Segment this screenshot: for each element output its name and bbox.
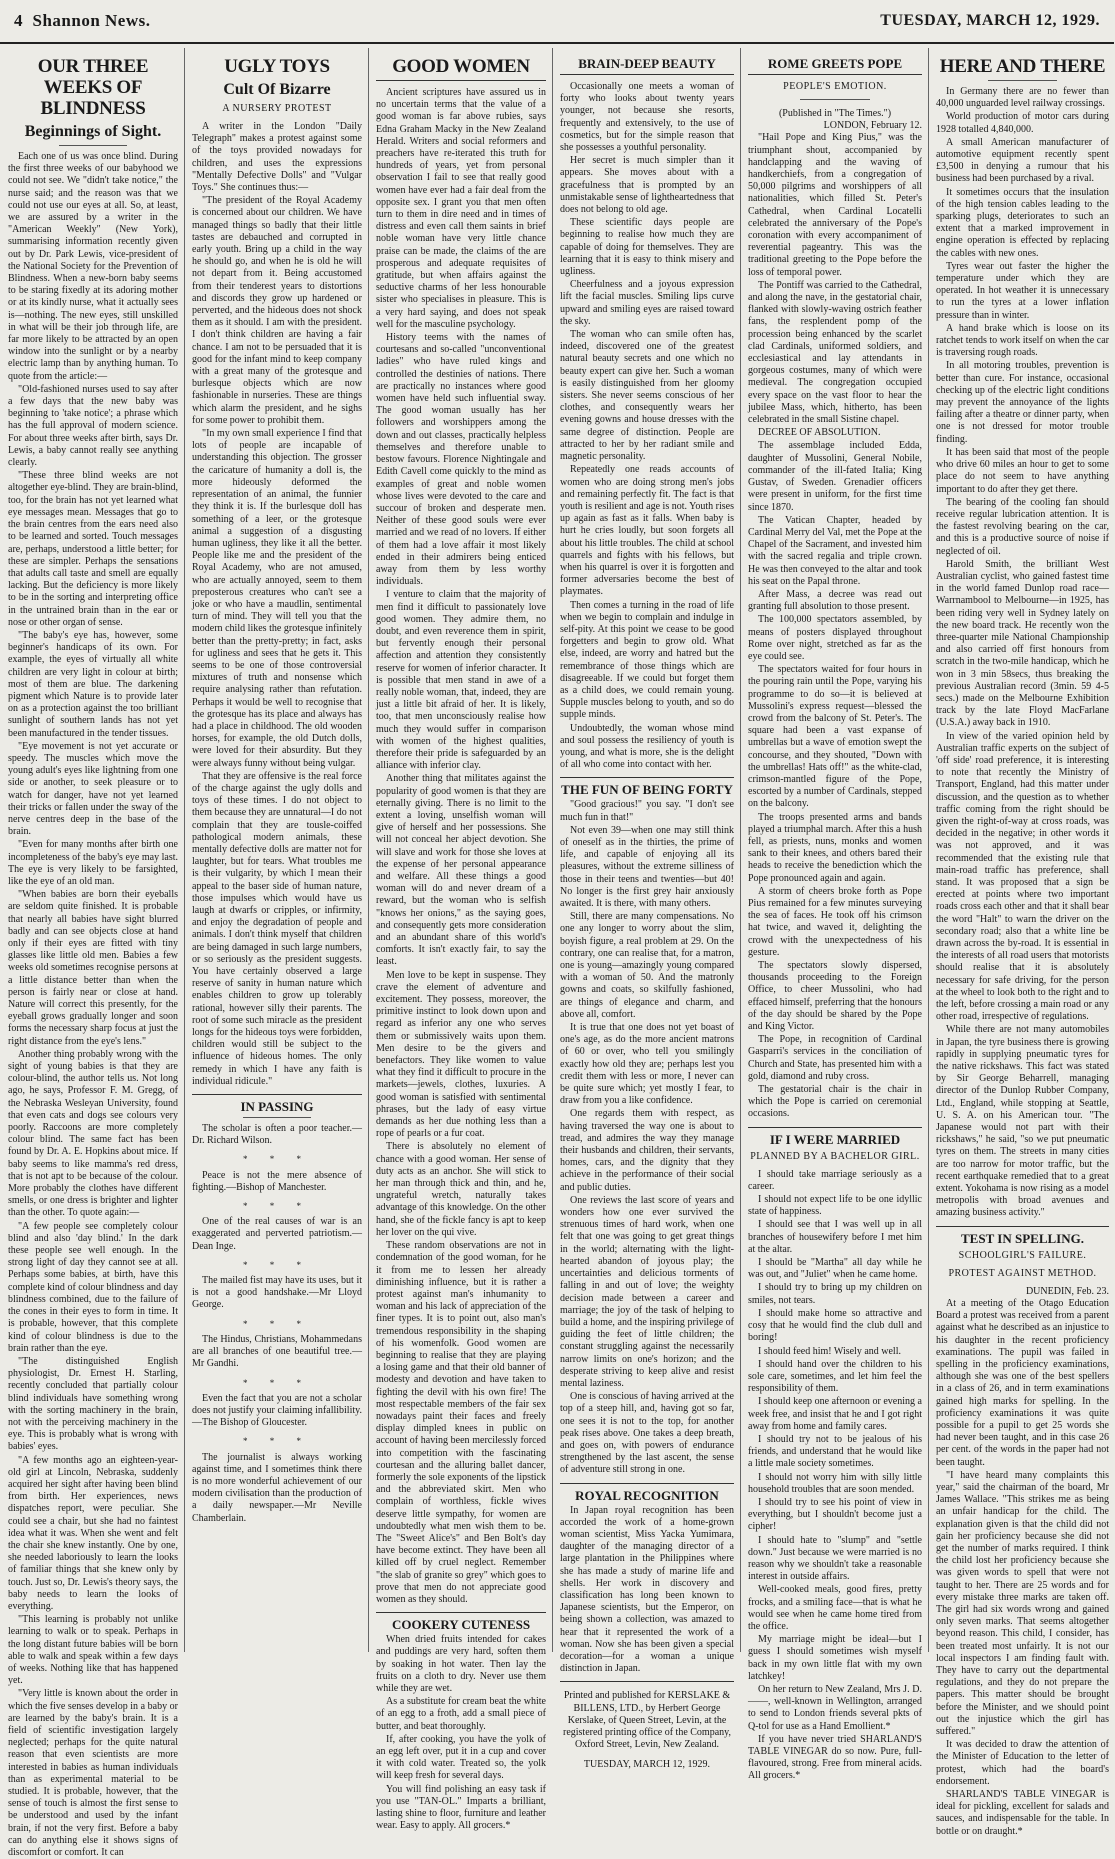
quote-item: Even the fact that you are not a scholar does not justify your claiming infallibility.—The Bishop of Gloucester. bbox=[192, 1392, 362, 1429]
paragraph: Ancient scriptures have assured us in no uncertain terms that the value of a good woman is far above rubies, says Edna Graham Macky in the New Zealand Herald. Writers and social reformers and preachers have re-iterated this truth for hundreds of years, yet from personal observation I fail to see that really good women have ever had a fair deal from the opposite sex. I grant you that men often turn to them in dire need and in times of distress and even call them saints in brief noble woman have very little chance praise can be made, the claims of the are prosperous and adequate requisites of gratitude, but when affairs against the seductive charms of her less honourable sister who specialises in pleasure. This is a very hard saying, and does not speak well for the masculine psychology. bbox=[376, 87, 546, 330]
paragraph: Men love to be kept in suspense. They crave the element of adventure and excitement. They possess, moreover, the primitive instinct to look down upon and regard as inferior any one who serves them or submissively waits upon them. Men desire to be the givers and benefactors. They like women to value what they find it difficult to procure in the markets—jewels, clothes, luxuries. A good woman is satisfied with sentimental phrases, but the lady of easy virtue demands as her due nothing less than a rope of pearls or a fur coat. bbox=[376, 969, 546, 1140]
paragraph: A small American manufacturer of automotive equipment recently spent £3,500 in denying a rumour that his business had been purchased by a rival. bbox=[936, 136, 1109, 185]
paragraph: "In my own small experience I find that lots of people are incapable of understanding this objection. The grosser the caricature of humanity a doll is, the more hideously deformed the representation of an animal, the funnier they think it is. If the burlesque doll has something of a leer, or the grotesque animal a suggestion of a disgusting human ugliness, they like it all the better. People like me and the president of the Royal Academy, who are not amused, who are actually annoyed, seem to them preposterous creatures who can't see a joke or who have a maudlin, sentimental turn of mind. They will tell you that the modern child likes the grotesque infinitely better than the pretty-pretty; in fact, asks for ugliness and sees that he gets it. This seems to be one of those controversial mixtures of truth and nonsense which require analysing rather than refutation. Perhaps it would be well to recognise that the grotesque has its place and always has had a place in childhood. The old wooden horses, for example, the old Dutch dolls, were loved for their absurdity. But they were always funny without being vulgar. bbox=[192, 428, 362, 769]
paragraph: The assemblage included Edda, daughter of Mussolini, General Nobile, commander of the ill-fated Italia; King Gustav, of Sweden. Grenadier officers were present in uniform, for the first time since 1870. bbox=[748, 440, 922, 513]
paragraph: If you have never tried SHARLAND'S TABLE VINEGAR do so now. Pure, full-flavoured, strong. Free from mineral acids. All grocers.* bbox=[748, 1733, 922, 1782]
dateline-source: (Published in "The Times.") bbox=[778, 108, 892, 119]
divider bbox=[243, 1117, 311, 1118]
article-brain-deep-beauty bbox=[554, 48, 741, 1771]
paragraph: "Very little is known about the order in which the five senses develop in a baby or are learned by the baby's brain. It is a field of scientific investigation largely neglected; perhaps for the quite natural reason that even scientists are more interested in babies as human individuals than as experimental material to be studied. It is probable, however, that the sense of touch is almost the first sense to be understood and used by the infant brain, if not the very first. Before a baby can do anything else it shows signs of discomfort or comfort. It can bbox=[8, 1688, 178, 1859]
section-divider bbox=[376, 1612, 546, 1613]
article-body bbox=[748, 132, 922, 1120]
article-body bbox=[8, 151, 178, 1859]
paragraph: "Good gracious!" you say. "I don't see much fun in that!" bbox=[560, 799, 734, 823]
royal-body bbox=[560, 1505, 734, 1676]
paragraph: Harold Smith, the brilliant West Australian cyclist, who gained fastest time in the world famed Dunlop road race—Warrnambool to Melbourne—in 1925, has been riding very well in Sydney lately on the new board track. He recently won the three-quarter mile National Championship and also carried off first honours from scratch in the two-mile handicap, which he won in 3 min 58secs, thus breaking the previous Australian record (3min. 59 4-5 secs.) made on the Melbourne Exhibition track by the late Floyd MacFarlane (U.S.A.) away back in 1910. bbox=[936, 558, 1109, 729]
masthead bbox=[0, 0, 1114, 44]
paragraph: "These three blind weeks are not altogether eye-blind. They are brain-blind, too, for the brain has not yet learned what eye messages mean. Messages that go to the brain centres from the ears need also to be learned and sorted. Touch messages are, perhaps, understood a little better; for these are simpler. Perhaps the sensations that adults call taste and smell are equally lacking. But the deficiency is more likely to be in the sorting and interpreting office in the untrained brain than in the ear or nose or other organ of sense. bbox=[8, 470, 178, 628]
quote-item: Peace is not the mere absence of fighting.—Bishop of Manchester. bbox=[192, 1169, 362, 1193]
paragraph: The 100,000 spectators assembled, by means of posters displayed throughout Rome over night, stretched as far as the eye could see. bbox=[748, 614, 922, 662]
paragraph: I should hate to "slump" and "settle down." Just because we were married is no reason why we shouldn't take a reasonable interest in outside affairs. bbox=[748, 1534, 922, 1583]
section-divider bbox=[748, 1127, 922, 1128]
page-number-and-title bbox=[14, 11, 151, 31]
section-subheadline: SCHOOLGIRL'S FAILURE. bbox=[958, 1249, 1087, 1261]
paragraph: I should keep one afternoon or evening a week free, and insist that he and I got right away from home and family cares. bbox=[748, 1396, 922, 1432]
paragraph: Undoubtedly, the woman whose mind and soul possess the resiliency of youth is young, and what is more, she is the delight of all who come into contact with her. bbox=[560, 722, 734, 771]
paragraph: It is true that one does not yet boast of one's age, as do the more ancient matrons of 60 or over, who tell you smilingly exactly how old they are; perhaps lest you credit them with less or more, I never can be quite sure which; yet mostly I fear, to draw from you a like confidence. bbox=[560, 1022, 734, 1107]
headline: ROME GREETS POPE bbox=[748, 56, 922, 75]
star-separator: * * * bbox=[243, 1436, 311, 1447]
star-separator: * * * bbox=[243, 1318, 311, 1329]
paragraph: The Pontiff was carried to the Cathedral, and along the nave, in the gestatorial chair, flanked with slowly-waving ostrich feather fans, the resplendent pomp of the procession being enhanced by the scarlet clad Cardinals, uniformed soldiers, and ecclesiastical and lay attendants in gorgeous costumes, many of which were medieval. The congregation occupied every space on the vast floor to hear the jubilee Mass, which, hitherto, has been celebrated in the small Sistine chapel. bbox=[748, 279, 922, 426]
paragraph: I venture to claim that the majority of men find it difficult to passionately love good women. They admire them, no doubt, and even reverence them in spirit, but fervently enough their personal affection and attention they consistently reserve for women of inferior character. It is possible that men stand in awe of a really noble woman, that, indeed, they are just a little bit afraid of her. It is likely, too, that men unconsciously realise how much they would suffer in comparison with women of the highest qualities, therefore their pride is safeguarded by an alliance with inferior clay. bbox=[376, 589, 546, 772]
section-headline-if-i-were-married: IF I WERE MARRIED bbox=[769, 1131, 901, 1147]
paragraph: Repeatedly one reads accounts of women who are doing strong men's jobs and remaining perfectly fit. The fact is that youth is resilient and age is not. Youth rises up again as fast as it falls. When baby is hurt he cries loudly, but soon forgets all about his little troubles. The child at school quarrels and fights with his fellows, but when his quarrel is over it is forgotten and former adversaries become the best of playmates. bbox=[560, 464, 734, 598]
quote-item: The scholar is often a poor teacher.—Dr. Richard Wilson. bbox=[192, 1123, 362, 1147]
subheadline: PEOPLE'S EMOTION. bbox=[783, 81, 887, 92]
paragraph: DECREE OF ABSOLUTION. bbox=[758, 427, 881, 439]
paragraph: These random observations are not in condemnation of the good woman, for he it from me to lessen her already diminishing influence, but it is rather a protest against man's inhumanity to woman and his lack of appreciation of the finer types. It is to point out, also man's tremendous responsibility in the shaping of his womenfolk. Good women are beginning to realise that they are playing a losing game and that their old banner of modesty and devotion and have taken to fighting the devil with his own fire! The most respectable members of the fair sex nowadays paint their faces and freely display dimpled knees in public on account of having been mercilessly forced into competition with the fascinating courtesan and the alluring ballet dancer, formerly the sole exponents of the lipstick and the abbreviated skirt. Men who complain of worthless, fickle wives deserve little sympathy, for women are undoubtedly what men wish them to be. The "Sweet Alice's" and Ben Bolt's day have become extinct. They have been all killed off by cruel neglect. Remember "the slab of granite so grey" which goes to prove that men do not appreciate good women as they should. bbox=[376, 1240, 546, 1605]
paragraph: I should feed him! Wisely and well. bbox=[758, 1345, 901, 1357]
kicker: A NURSERY PROTEST bbox=[222, 103, 332, 114]
paragraph: I should not worry him with silly little household troubles that are soon mended. bbox=[748, 1471, 922, 1495]
paragraph: It has been said that most of the people who drive 60 miles an hour to get to some place do not seem to have anything important to do after they get there. bbox=[936, 446, 1109, 495]
married-body bbox=[748, 1169, 922, 1783]
paragraph: Well-cooked meals, good fires, pretty frocks, and a smiling face—that is what he would see when he came home tired from the office. bbox=[748, 1584, 922, 1632]
article-blindness bbox=[2, 48, 185, 1859]
paragraph: On her return to New Zealand, Mrs J. D. ——, well-known in Wellington, arranged to send to London friends several pkts of Q-tol for use as a Hand Emollient.* bbox=[748, 1683, 922, 1732]
paragraph: One regards them with respect, as having traversed the way one is about to tread, and admires the way they manage their husbands and children, their servants, homes, cars, and the dignity that they achieve in the performance of their social and public duties. bbox=[560, 1108, 734, 1193]
paragraph: My marriage might be ideal—but I guess I should sometimes wish myself back in my own little flat with my own latchkey! bbox=[748, 1634, 922, 1682]
paragraph: In Germany there are no fewer than 40,000 unguarded level railway crossings. bbox=[936, 86, 1109, 110]
paragraph: The troops presented arms and bands played a triumphal march. After this a hush fell, as priests, nuns, monks and women sank to their knees, and others bared their heads to receive the benediction which the Pope pronounced again and again. bbox=[748, 811, 922, 884]
paragraph: You will find polishing an easy task if you use "TAN-OL." Imparts a brilliant, lasting shine to floor, furniture and leather wear. Easy to apply. All grocers.* bbox=[376, 1783, 546, 1832]
paragraph: Her secret is much simpler than it appears. She moves about with a gracefulness that is prompted by an unmistakable sense of lightheartedness that does not belong to old age. bbox=[560, 155, 734, 216]
paragraph: There is absolutely no element of chance with a good woman. Her sense of duty acts as an anchor. She will stick to her man through thick and thin, and he, ungrateful wretch, naturally takes advantage of this knowledge. On the other hand, she of the fickle fancy is apt to keep her lover on the qui vive. bbox=[376, 1141, 546, 1238]
paragraph: "The distinguished English physiologist, Dr. Ernest H. Starling, recently concluded that partially colour blind individuals have something wrong with the sorting machinery in the brain, not with the perceiving machinery in the eye. This is probably what is wrong with babies' eyes. bbox=[8, 1355, 178, 1453]
star-separator: * * * bbox=[243, 1259, 311, 1270]
paragraph: Another thing probably wrong with the sight of young babies is that they are colour-blind, the author tells us. Not long ago, he says, Professor F. M. Gregg, of the Nebraska Wesleyan University, found that even cats and dogs see colours very poorly. Raccoons are more completely colour blind. The same fact has been found by Dr. A. E. Hopkins about mice. If baby seems to like mamma's red dress, that is not apt to be because of the colour. More probably the clothes have different smells, or one dress is brighter and lighter than the other. To quote again:— bbox=[8, 1048, 178, 1219]
article-body bbox=[192, 121, 362, 1088]
paragraph: I should try not to be jealous of his friends, and understand that he would like a little male society sometimes. bbox=[748, 1433, 922, 1470]
paragraph: The spectators waited for four hours in the pouring rain until the Pope, varying his programme to do so—it is believed at Mussolini's express request—blessed the crowd from the balcony of St. Peter's. The square had been a vast expanse of umbrellas but a wave of emotion swept the concourse, and they shouted, "Down with the umbrellas! Hats off!" as the white-clad, crimson-mantled figure of the Pope, escorted by a number of Cardinals, stepped on the balcony. bbox=[748, 664, 922, 810]
page-number: 4 bbox=[14, 11, 23, 30]
quote-item: The mailed fist may have its uses, but it is not a good handshake.—Mr Lloyd George. bbox=[192, 1275, 362, 1311]
quotes-list bbox=[192, 1123, 362, 1525]
paragraph: Not even 39—when one may still think of oneself as in the thirties, the prime of life, and capable of enjoying all its pleasures, without the extreme silliness of those in their teens and twenties—but 40! No longer is the first grey hair anxiously awaited. It is there, with many others. bbox=[560, 824, 734, 909]
paragraph: Still, there are many compensations. No one any longer to worry about the slim, boyish figure, a real problem at 29. On the contrary, one can realise that, for a matron, one is young—amazingly young compared with a woman of 50. And the matronly gowns and coats, so skilfully fashioned, are things of elegance and charm, and above all, comfort. bbox=[560, 911, 734, 1020]
paragraph: The Pope, in recognition of Cardinal Gasparri's services in the conciliation of Church and State, has presented him with a gold, diamond and ruby cross. bbox=[748, 1034, 922, 1082]
quote-item: One of the real causes of war is an exaggerated and perverted patriotism.—Dean Inge. bbox=[192, 1216, 362, 1252]
paragraph: After Mass, a decree was read out granting full absolution to those present. bbox=[748, 588, 922, 613]
paragraph: It was decided to draw the attention of the Minister of Education to the letter of protest, which had the board's endorsement. bbox=[936, 1739, 1109, 1787]
paragraph: I should hand over the children to his sole care, sometimes, and let him feel the responsibility of them. bbox=[748, 1358, 922, 1395]
section-headline-cookery: COOKERY CUTENESS bbox=[391, 1617, 531, 1633]
paragraph: Each one of us was once blind. During the first three weeks of our babyhood we could not see. We "didn't take notice," the nurse said; and the reason was that we could not use our eyes at all. So, at least, we are assured by a writer in the "American Weekly" (New York), summarising information recently given out by Dr. Park Lewis, vice-president of the National Society for the Prevention of Blindness. When a new-born baby seems to be staring fixedly at its adoring mother or at its kindly nurse, what it actually sees is—nothing. The new eyes, still unskilled in what will be their job through life, are far more likely to be attracted by an open window into the sunlight or by a nearby electric lamp than by anything human. To quote from the article:— bbox=[8, 151, 178, 382]
paragraph: I should be "Martha" all day while he was out, and "Juliet" when he came home. bbox=[748, 1257, 922, 1281]
paragraph: I should not expect life to be one idyllic state of happiness. bbox=[748, 1194, 922, 1218]
star-separator: * * * bbox=[243, 1154, 311, 1165]
paragraph: One reviews the last score of years and wonders how one ever survived the strenuous times of hard work, when one felt that one was going to get great things in the world; alternating with the light-hearted abandon of joyous play; the uncertainties and delicious torments of falling in and out of love; the weighty decision made between a career and marriage; the joy of the task of helping to build a home, and the inspiring privilege of guiding the feet of little children; the constant struggling against the necessarily narrow limits on one's horizon; and the desperate striving to keep alive and resist mental laziness. bbox=[560, 1194, 734, 1389]
headline: HERE AND THERE bbox=[939, 56, 1106, 77]
paragraph: Cheerfulness and a joyous expression lift the facial muscles. Smiling lips curve upward and smiling eyes are raised toward the sky. bbox=[560, 279, 734, 327]
paragraph: I should try to see his point of view in everything, but I shouldn't become just a cipher! bbox=[748, 1496, 922, 1533]
paragraph: "This learning is probably not unlike learning to walk or to speak. Perhaps in the long distant future babies will be born able to walk and speak within a few days of weeks. Nothing like that has happened yet. bbox=[8, 1614, 178, 1687]
paragraph: I should make home so attractive and cosy that he would find the club dull and boring! bbox=[748, 1307, 922, 1344]
section-divider bbox=[560, 1483, 734, 1484]
paragraph: I should take marriage seriously as a career. bbox=[748, 1168, 922, 1192]
issue-date: TUESDAY, MARCH 12, 1929. bbox=[880, 12, 1100, 29]
quote-item: The journalist is always working against time, and I sometimes think there is no more wonderful achievement of our modern civilisation than the production of a daily newspaper.—Mr Neville Chamberlain. bbox=[192, 1451, 362, 1524]
paragraph: World production of motor cars during 1928 totalled 4,840,000. bbox=[936, 111, 1109, 135]
section-headline-fun-of-forty: THE FUN OF BEING FORTY bbox=[561, 782, 733, 798]
paragraph: If, after cooking, you have the yolk of an egg left over, put it in a cup and cover it with cold water. Treated so, the yolk will keep fresh for several days. bbox=[376, 1733, 546, 1782]
paragraph: "The baby's eye has, however, some beginner's handicaps of its own. For example, the eyes of virtually all white children are very light in colour at birth; most of them are blue. The darkening pigment which Nature is to provide later on as a protection against the too brilliant sunlight of southern lands has not yet been manufactured in the tender tissues. bbox=[8, 629, 178, 739]
section-divider bbox=[560, 777, 734, 778]
paragraph: Then comes a turning in the road of life when we begin to complain and indulge in self-pity. At this point we cease to be good forgetters and begin to grow old. What else, indeed, are worry and hatred but the remembrance of those things which are disagreeable. If we could but forget them as a child does, we could remain young. Supple muscles belong to youth, and so do supple minds. bbox=[560, 599, 734, 721]
paragraph: That they are offensive is the real force of the charge against the ugly dolls and toys of these times. I do not object to them because they are unnatural—I do not complain that they are tousle-coiffed pathological modern animals, these mentally defective dolls are matter not for laughter, but for tears. What troubles me is their vulgarity, by which I mean their appeal to the baser side of human nature, those impulses which would have us laugh at dwarfs or cripples, or infirmity, and enjoy the degradation of people and animals. I don't think myself that children are being damaged in such large numbers, or so seriously as the president suggests. You have certainly observed a large reserve of sanity in human nature which enables children to grow up tolerably rational, however silly their parents. The root of some such miracle as the president longs for the hideous toys were forbidden, children would still be subject to the influence of hideous homes. The only remedy in which I have any faith is individual ridicule." bbox=[192, 770, 362, 1087]
paragraph: The woman who can smile often has, indeed, discovered one of the greatest natural beauty secrets and one which no beauty expert can give her. Such a woman is easily distinguished from her gloomy sisters. She never seems conscious of her clothes, and consequently wears her evening gowns and house dresses with the same degree of distinction. People are attracted to her by her radiant smile and magnetic personality. bbox=[560, 329, 734, 463]
headline: BRAIN-DEEP BEAUTY bbox=[560, 56, 734, 75]
section-headline-royal-recognition: ROYAL RECOGNITION bbox=[575, 1487, 719, 1503]
paragraph: The gestatorial chair is the chair in which the Pope is carried on ceremonial occasions. bbox=[748, 1084, 922, 1120]
paragraph: One is conscious of having arrived at the top of a steep hill, and, having got so far, one sees it is not to the top, for another peak rises above. One takes a deep breath, and goes on, with powers of endurance strengthened by the last ascent, the sense of adventure still strong in one. bbox=[560, 1391, 734, 1476]
article-here-and-there bbox=[930, 48, 1115, 1837]
paragraph: "Old-fashioned nurses used to say after a few days that the new baby was beginning to 'take notice'; a phrase which has the full approval of modern science. For about three weeks after birth, says Dr. Lewis, a baby cannot really see anything clearly. bbox=[8, 383, 178, 469]
paper-name: Shannon News. bbox=[32, 11, 151, 30]
paragraph: The bearing of the cooling fan should receive regular lubrication attention. It is the fastest revolving bearing on the car, and this is a productive source of noise if neglected of oil. bbox=[936, 496, 1109, 557]
paragraph: These scientific days people are beginning to realise how much they are capable of doing for themselves. They are learning that it is easy to think misery and ugliness. bbox=[560, 217, 734, 278]
quote-item: The Hindus, Christians, Mohammedans are all branches of one beautiful tree.—Mr Gandhi. bbox=[192, 1333, 362, 1370]
paragraph: The Vatican Chapter, headed by Cardinal Merry del Val, met the Pope at the Chapel of the Sacrament, and invested him with the sacred regalia and triple crown. He was then conveyed to the altar and took his seat on the Papal throne. bbox=[748, 514, 922, 587]
paragraph: SHARLAND'S TABLE VINEGAR is ideal for pickling, excellent for salads and sauces, and indispensable for the table. In bottle or on draught.* bbox=[936, 1789, 1109, 1837]
imprint-date: TUESDAY, MARCH 12, 1929. bbox=[583, 1759, 711, 1771]
paragraph: In Japan royal recognition has been accorded the work of a home-grown woman scientist, Miss Yacka Yumimara, daughter of the managing director of a large plantation in the Philippines where she has made a study of marine life and shells. Her work in discovery and classification has long been known to Japanese scientists, but the Emperor, on being shown a collection, was amazed to hear that it represented the work of a woman. Now she has been given a special decoration—for a woman a unique distinction in Japan. bbox=[560, 1504, 734, 1675]
paragraph: Tyres wear out faster the higher the temperature under which they are operated. In hot weather it is unnecessary to run the tyres at a lower inflation pressure than in winter. bbox=[936, 260, 1109, 321]
paragraph: In all motoring troubles, prevention is better than cure. For instance, occasional checking up of the electric light conditions may prevent the annoyance of the lights failing after a theatre or dinner party, when one is not dressed for motor trouble finding. bbox=[936, 360, 1109, 445]
article-body bbox=[376, 87, 546, 1606]
paragraph: "Even for many months after birth one incompleteness of the baby's eye may last. The eye is very likely to be farsighted, like the eye of an old man. bbox=[8, 839, 178, 887]
publisher-imprint: Printed and published for KERSLAKE & BILLENS, LTD., by Herbert George Kerslake, of Queen Street, Levin, at the registered printing office of the Company, Oxford Street, Levin, New Zealand. bbox=[562, 1690, 731, 1751]
dateline: DUNEDIN, Feb. 23. bbox=[1025, 1285, 1109, 1297]
newspaper-columns bbox=[0, 48, 1114, 1859]
paragraph: It sometimes occurs that the insulation of the high tension cables leading to the sparking plugs, deteriorates to such an extent that a marked improvement in engine operation is effected by replacing the cables with new ones. bbox=[936, 186, 1109, 259]
spelling-body bbox=[936, 1298, 1109, 1838]
subheadline: Beginnings of Sight. bbox=[24, 123, 162, 140]
paragraph: "I have heard many complaints this year," said the chairman of the board, Mr James Wallace. "This strikes me as being an unfair handicap for the child. The explanation given is that the child did not gain her proficiency because she did not get the number of marks required. I think the child lost her proficiency because she was given words to spell that were not taught to her. There are 25 words and for every mistake three marks are taken off. The girl had six words wrong and gained only seven marks. That seems altogether beyond reason. This child, I consider, has been treated most unfairly. It is not our local inspectors I am finding fault with. They have to carry out the departmental regulations, and they do not prepare the papers. This matter should be brought before the Minister, and we should point out the injustice which the girl has suffered." bbox=[936, 1469, 1109, 1737]
article-body bbox=[936, 86, 1109, 1220]
article-ugly-toys bbox=[186, 48, 369, 1652]
section-divider bbox=[560, 1681, 734, 1682]
headline: UGLY TOYS bbox=[224, 56, 330, 77]
paragraph: A storm of cheers broke forth as Pope Pius remained for a few minutes surveying the sea of faces. He took off his crimson hat twice, and waved it, delighting the crowd with the unexpectedness of his gesture. bbox=[748, 885, 922, 958]
paragraph: At a meeting of the Otago Education Board a protest was received from a parent against what he described as an injustice to his daughter in the recent proficiency examinations. The pupil was failed in spelling in the proficiency examinations, although she was one of the best spellers in a class of 26, and in term examinations gained high marks for spelling. In the proficiency examinations it was quite possible for a pupil to get 25 words she had never been taught, and in this case 26 per cent. of the words in the paper had not been taught. bbox=[936, 1297, 1109, 1468]
paragraph: "Eye movement is not yet accurate or speedy. The muscles which move the young adult's eyes like lightning from one side or another, to seek pleasure or to watch for danger, have not yet learned their tricks or fallen under the sway of the nerve centres deep in the base of the brain. bbox=[8, 740, 178, 838]
paragraph: The spectators slowly dispersed, thousands proceeding to the Foreign Office, to cheer Mussolini, who had effaced himself, preferring that the honours of the day should be shared by the Pope and King Victor. bbox=[748, 960, 922, 1033]
headline: OUR THREE WEEKS OF BLINDNESS bbox=[37, 56, 149, 119]
paragraph: Another thing that militates against the popularity of good women is that they are eternally giving. There is no limit to the extent a loving, unselfish woman will give of herself and her possessions. She will not conceal her abject devotion. She will slave and work for those she loves at the expense of her personal appearance and welfare. All these things a good woman will do and never dream of a reward, but the woman who is selfish "knows her onions," as the saying goes, and consequently gets more consideration and an abundant share of this world's comforts. It isn't exactly fair, to say the least. bbox=[376, 773, 546, 968]
paragraph: I should try to bring up my children on smiles, not tears. bbox=[748, 1282, 922, 1306]
paragraph: "Hail Pope and King Pius," was the triumphant shout, accompanied by handclapping and the waving of handkerchiefs, from a congregation of 50,000 pilgrims and worshippers of all nationalities, which filled St. Peter's Cathedral, when Cardinal Locatelli celebrated the anniversary of the Pope's coronation with every accompaniment of reverential pageantry. This was the traditional greeting to the Pope before the loss of temporal power. bbox=[748, 132, 922, 278]
paragraph: "A few people see completely colour blind and also 'day blind.' In the dark these people see well enough. In the strong light of day they cannot see at all. Perhaps some babies, at birth, have this complete kind of colour blindness and day blindness combined, due to the failure of the cones in their eyes to form in time. It is probable, however, that this complete kind of colour blindness is due to the brain rather than the eye. bbox=[8, 1220, 178, 1354]
section-headline-in-passing: IN PASSING bbox=[240, 1099, 314, 1115]
section-divider bbox=[192, 1094, 362, 1095]
paragraph: "The president of the Royal Academy is concerned about our children. We have managed things so badly that their little tastes are debauched and corrupted in early youth. Bring up a child in the way he should go, and when he is old he will not depart from it. Being accustomed from their tenderest years to distortions and discords they grow up hardened or perverted, and the hideous does not shock them as it should. I am with the president. I don't think children are having a fair chance. I am not to be persuaded that it is good for the infant mind to keep company with a great many of the grotesque and burlesque objects which are now fashionable in nurseries. These are things which alarm the president, and he sighs for some power to prohibit them. bbox=[192, 195, 362, 426]
section-subheadline: PLANNED BY A BACHELOR GIRL. bbox=[750, 1150, 920, 1162]
paragraph: A writer in the London "Daily Telegraph" makes a protest against some of the toys provided nowadays for children, and uses the expressions "Mentally Defective Dolls" and "Vulgar Toys." She continues thus:— bbox=[192, 121, 362, 194]
forty-body bbox=[560, 799, 734, 1476]
dateline: LONDON, February 12. bbox=[823, 120, 922, 132]
divider bbox=[988, 80, 1057, 81]
paragraph: A hand brake which is loose on its ratchet tends to work itself on when the car is traversing rough roads. bbox=[936, 322, 1109, 359]
subheadline: Cult Of Bizarre bbox=[223, 81, 331, 98]
paragraph: When dried fruits intended for cakes and puddings are very hard, soften them by soaking in hot water. Then lay the fruits on a cloth to dry. Never use them while they are wet. bbox=[376, 1634, 546, 1694]
divider bbox=[59, 145, 127, 146]
article-rome-greets-pope bbox=[742, 48, 929, 1782]
article-good-women bbox=[370, 48, 553, 1832]
paragraph: History teems with the names of courtesans and so-called "unconventional ladies" who have ruled kings and controlled the destinies of nations. There are practically no instances where good women have held such influential sway. The good woman usually has her followers and worshippers among the down and out classes, practically helpless themselves and therefore unable to bestow favours. Florence Nightingale and Edith Cavell come quickly to the mind as examples of great and noble women whose lives were devoted to the care and succour of broken and desperate men. Neither of these good souls were ever married and we read of no lovers. If either of them had a love affair it most likely ended in their admirers being enticed away from them by less worthy individuals. bbox=[376, 332, 546, 588]
section-headline-test-in-spelling: TEST IN SPELLING. bbox=[961, 1230, 1084, 1246]
paragraph: "A few months ago an eighteen-year-old girl at Lincoln, Nebraska, suddenly acquired her sight after having been blind from birth. Her experiences, news dispatches report, were peculiar. She could see a chair, but she had no faintest idea what it was. When she went and felt the chair she knew instantly. One by one, she needed laboriously to learn the looks of familiar things that she knew only by touch. Just so, Dr. Lewis's theory says, the baby needs to learn the looks of everything. bbox=[8, 1454, 178, 1612]
paragraph: I should see that I was well up in all branches of housewifery before I met him at the altar. bbox=[748, 1219, 922, 1255]
section-divider bbox=[936, 1226, 1109, 1227]
cookery-body bbox=[376, 1634, 546, 1832]
star-separator: * * * bbox=[243, 1201, 311, 1212]
headline: GOOD WOMEN bbox=[376, 56, 546, 81]
paragraph: While there are not many automobiles in Japan, the tyre business there is growing rapidly in supplying pneumatic tyres for the native rickshaws. This fact was stated by Sir George Beharrell, managing director of the Dunlop Rubber Company, Ltd., England, while stopping at Seattle, U. S. A. on his American tour. "The Japanese would not part with their rickshaws," he said, "so we put pneumatic tyres on them. The streets in many cities are too narrow for motor traffic, but the recent earthquake remedied that to a great extent. Yokohama is now rising as a model metropolis with broad avenues and amazing business activity." bbox=[936, 1024, 1109, 1219]
star-separator: * * * bbox=[243, 1377, 311, 1388]
paragraph: As a substitute for cream beat the white of an egg to a froth, add a small piece of butter, and beat thoroughly. bbox=[376, 1696, 546, 1732]
paragraph: In view of the varied opinion held by Australian traffic experts on the subject of 'off side' road preference, it is interesting to note that recently the Ministry of Transport, England, had this matter under discussion, and the question as to whether traffic coming from the right should be given the right-of-way at cross roads, was decided in the negative; in other words it was not approved, and it was recommended that the existing rule that main-road traffic has preference, shall stand. It was proposed that a sign be erected at points where two important roads cross each other and that it shall bear the word "Halt" to warn the driver on the secondary road; also that a white line be drawn across the by-road. It is essential in the interests of all road users that motorists should realise that it is absolutely necessary for safe driving, for the person at the wheel to look both to the right and to the left, before crossing a main road or any other road, irrespective of regulations. bbox=[936, 730, 1109, 1023]
divider bbox=[800, 99, 870, 100]
paragraph: Occasionally one meets a woman of forty who looks about twenty years younger, not because she resorts, frequently and extensively, to the use of cosmetics, but for the simple reason that she possesses a youthful personality. bbox=[560, 81, 734, 154]
article-body bbox=[560, 81, 734, 771]
paragraph: "When babies are born their eyeballs are seldom quite finished. It is probable that nearly all babies have sight blurred badly and can see objects close at hand only if their eyes are fitted with tiny glasses like little old men. Babies a few weeks old sometimes recognise persons at a little distance better than when the person is fairly near or close at hand. Nature will correct this presently, for the eyeball grows gradually longer and soon forms the necessary sharp focus at just the right distance from the eye's lens." bbox=[8, 889, 178, 1047]
section-subheadline-2: PROTEST AGAINST METHOD. bbox=[948, 1267, 1097, 1279]
